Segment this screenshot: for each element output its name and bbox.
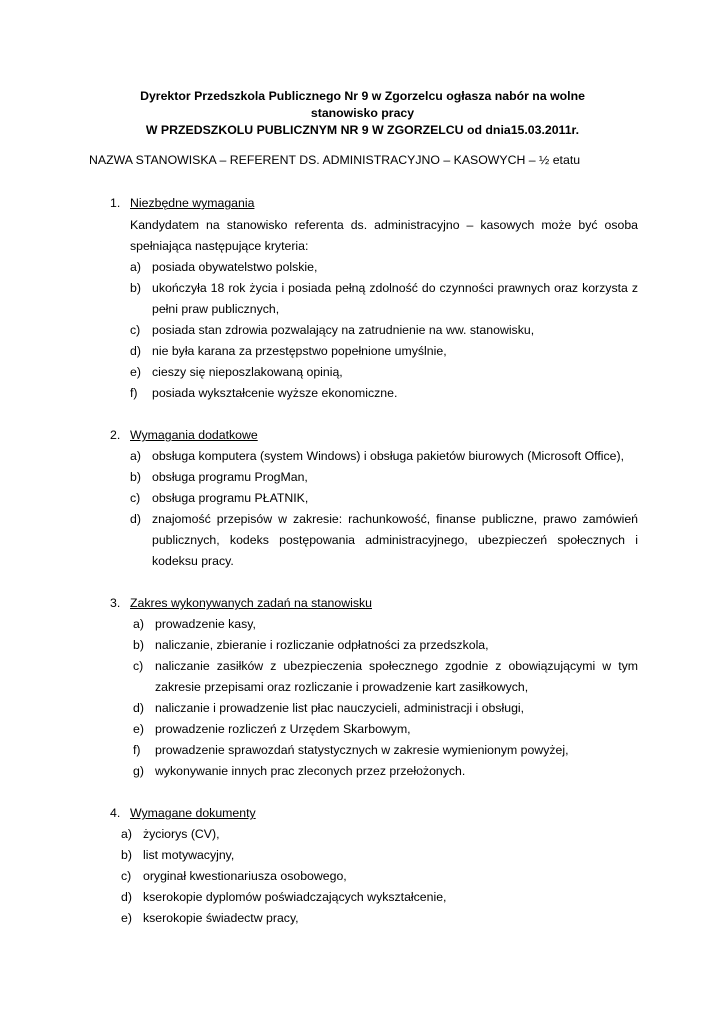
list-item-label: e) [133, 722, 144, 736]
list-item-label: a) [121, 827, 132, 841]
list-item-text: prowadzenie sprawozdań statystycznych w zakresie wymienionym powyżej, [155, 743, 569, 757]
list-item-label: b) [130, 470, 141, 484]
list-item-label: e) [130, 365, 141, 379]
section-3-number: 3. [110, 596, 121, 610]
list-item-text: list motywacyjny, [143, 848, 235, 862]
list-item-text: ukończyła 18 rok życia i posiada pełną zdolność do czynności prawnych oraz korzysta z [152, 281, 638, 295]
list-item-text: naliczanie, zbieranie i rozliczanie odpłatności za przedszkola, [155, 638, 489, 652]
list-item-text: nie była karana za przestępstwo popełnione umyślnie, [152, 344, 447, 358]
list-item-label: d) [130, 344, 141, 358]
list-item-text: życiorys (CV), [143, 827, 220, 841]
list-item-label: a) [133, 617, 144, 631]
list-item-text: posiada obywatelstwo polskie, [152, 260, 318, 274]
section-1-intro-line-2: spełniająca następujące kryteria: [130, 239, 309, 253]
section-1-number: 1. [110, 196, 121, 210]
list-item-text: cieszy się nieposzlakowaną opinią, [152, 365, 343, 379]
position-name: NAZWA STANOWISKA – REFERENT DS. ADMINISTRACYJNO – KASOWYCH – ½ etatu [89, 153, 581, 167]
list-item-label: b) [130, 281, 141, 295]
header-line-1: Dyrektor Przedszkola Publicznego Nr 9 w Zgorzelcu ogłasza nabór na wolne [140, 89, 585, 103]
list-item-label: e) [121, 911, 132, 925]
list-item-label: a) [130, 260, 141, 274]
section-1-intro-line-1: Kandydatem na stanowisko referenta ds. administracyjno – kasowych może być osoba [130, 218, 638, 232]
list-item-text-cont: kodeksu pracy. [152, 554, 234, 568]
list-item-text: obsługa programu ProgMan, [152, 470, 308, 484]
list-item-text: posiada wykształcenie wyższe ekonomiczne. [152, 386, 398, 400]
list-item-label: c) [130, 323, 141, 337]
list-item-label: c) [121, 869, 132, 883]
list-item-text-cont: publicznych, kodeks postępowania administracyjnego, ubezpieczeń społecznych i [152, 533, 638, 547]
list-item-text: prowadzenie kasy, [155, 617, 256, 631]
list-item-label: f) [133, 743, 141, 757]
list-item-label: d) [121, 890, 132, 904]
list-item-text: prowadzenie rozliczeń z Urzędem Skarbowym, [155, 722, 411, 736]
section-1-title: Niezbędne wymagania [130, 196, 255, 210]
list-item-text: obsługa komputera (system Windows) i obsługa pakietów biurowych (Microsoft Office), [152, 449, 625, 463]
list-item-text: obsługa programu PŁATNIK, [152, 491, 309, 505]
list-item-label: g) [133, 764, 144, 778]
list-item-text: kserokopie dyplomów poświadczających wykształcenie, [143, 890, 447, 904]
header-line-2: stanowisko pracy [310, 106, 415, 120]
list-item-text-cont: pełni praw publicznych, [152, 302, 280, 316]
list-item-label: a) [130, 449, 141, 463]
section-2-number: 2. [110, 428, 121, 442]
list-item-text: znajomość przepisów w zakresie: rachunkowość, finanse publiczne, prawo zamówień [152, 512, 638, 526]
list-item-label: f) [130, 386, 138, 400]
list-item-text: kserokopie świadectw pracy, [143, 911, 299, 925]
header-line-3: W PRZEDSZKOLU PUBLICZNYM NR 9 W ZGORZELCU od dnia15.03.2011r. [145, 123, 580, 137]
list-item-label: b) [133, 638, 144, 652]
list-item-text-cont: zakresie przepisami oraz rozliczanie i prowadzenie kart zasiłkowych, [155, 680, 529, 694]
list-item-text: naliczanie zasiłków z ubezpieczenia społecznego zgodnie z obowiązującymi w tym [155, 659, 638, 673]
list-item-label: c) [130, 491, 141, 505]
list-item-text: wykonywanie innych prac zleconych przez przełożonych. [155, 764, 466, 778]
list-item-label: c) [133, 659, 144, 673]
section-4-number: 4. [110, 806, 121, 820]
list-item-label: d) [130, 512, 141, 526]
list-item-text: oryginał kwestionariusza osobowego, [143, 869, 347, 883]
section-3-title: Zakres wykonywanych zadań na stanowisku [130, 596, 372, 610]
list-item-label: d) [133, 701, 144, 715]
section-4-title: Wymagane dokumenty [130, 806, 256, 820]
section-2-title: Wymagania dodatkowe [130, 428, 258, 442]
list-item-text: naliczanie i prowadzenie list płac nauczycieli, administracji i obsługi, [155, 701, 525, 715]
list-item-label: b) [121, 848, 132, 862]
list-item-text: posiada stan zdrowia pozwalający na zatrudnienie na ww. stanowisku, [152, 323, 535, 337]
